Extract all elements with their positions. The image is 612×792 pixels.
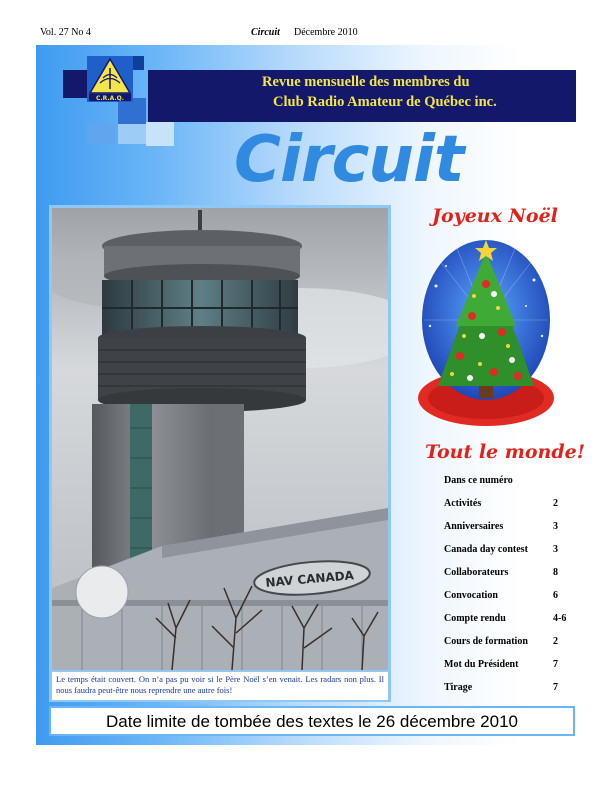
toc-item[interactable] <box>444 682 569 695</box>
banner-line-2: Club Radio Amateur de Québec inc. <box>273 94 497 110</box>
toc-item[interactable] <box>444 659 569 672</box>
toc-title: Dans ce numéro <box>444 475 513 486</box>
banner-line-1: Revue mensuelle des membres du <box>262 74 470 90</box>
decor-square <box>118 124 146 144</box>
toc-item-page: 3 <box>553 544 558 555</box>
toc-item-page: 2 <box>553 636 558 647</box>
toc-item-label: Mot du Président <box>444 659 519 670</box>
greeting-joyeux-noel: Joyeux Noël <box>432 205 558 227</box>
logo-text: C.R.A.Q. <box>95 95 125 102</box>
control-tower-photo <box>52 208 388 670</box>
christmas-tree-illustration <box>416 236 556 428</box>
toc-item-label: Anniversaires <box>444 521 504 532</box>
deadline-box <box>49 706 575 736</box>
toc-item-page: 2 <box>553 498 558 509</box>
toc-item-label: Activités <box>444 498 482 509</box>
issue-date: Décembre 2010 <box>294 27 358 38</box>
masthead-title: Circuit <box>234 123 464 197</box>
toc-item-label: Convocation <box>444 590 498 601</box>
toc-item-page: 3 <box>553 521 558 532</box>
toc-item-label: Collaborateurs <box>444 567 509 578</box>
toc-item-label: Tirage <box>444 682 473 693</box>
deadline-notice: Date limite de tombée des textes le 26 décembre 2010 <box>105 712 519 731</box>
toc-item-label: Canada day contest <box>444 544 528 555</box>
decor-square <box>87 124 115 144</box>
toc-item[interactable] <box>444 521 569 534</box>
toc-item-page: 7 <box>553 659 558 670</box>
toc-item-page: 8 <box>553 567 558 578</box>
toc-item-page: 6 <box>553 590 558 601</box>
photo-caption: Le temps était couvert. On n’a pas pu voir si le Père Noël s’en venait. Les radars non plus. Il nous faudra peut-être nous reprendre une autre fois! <box>52 672 388 700</box>
toc-item-label: Cours de formation <box>444 636 528 647</box>
toc-item[interactable] <box>444 613 569 626</box>
toc-item[interactable] <box>444 498 569 511</box>
decor-square <box>146 122 174 146</box>
toc-item[interactable] <box>444 636 569 649</box>
club-logo <box>87 56 133 102</box>
volume-number: Vol. 27 No 4 <box>40 27 91 38</box>
toc-item-page: 4-6 <box>553 613 567 624</box>
toc-item-page: 7 <box>553 682 558 693</box>
toc-item[interactable] <box>444 544 569 557</box>
toc-item[interactable] <box>444 567 569 580</box>
greeting-tout-le-monde: Tout le monde! <box>425 441 586 463</box>
publication-name: Circuit <box>251 27 280 38</box>
toc-item-label: Compte rendu <box>444 613 506 624</box>
nav-canada-sign: NAV CANADA <box>264 568 355 590</box>
toc-item[interactable] <box>444 590 569 603</box>
